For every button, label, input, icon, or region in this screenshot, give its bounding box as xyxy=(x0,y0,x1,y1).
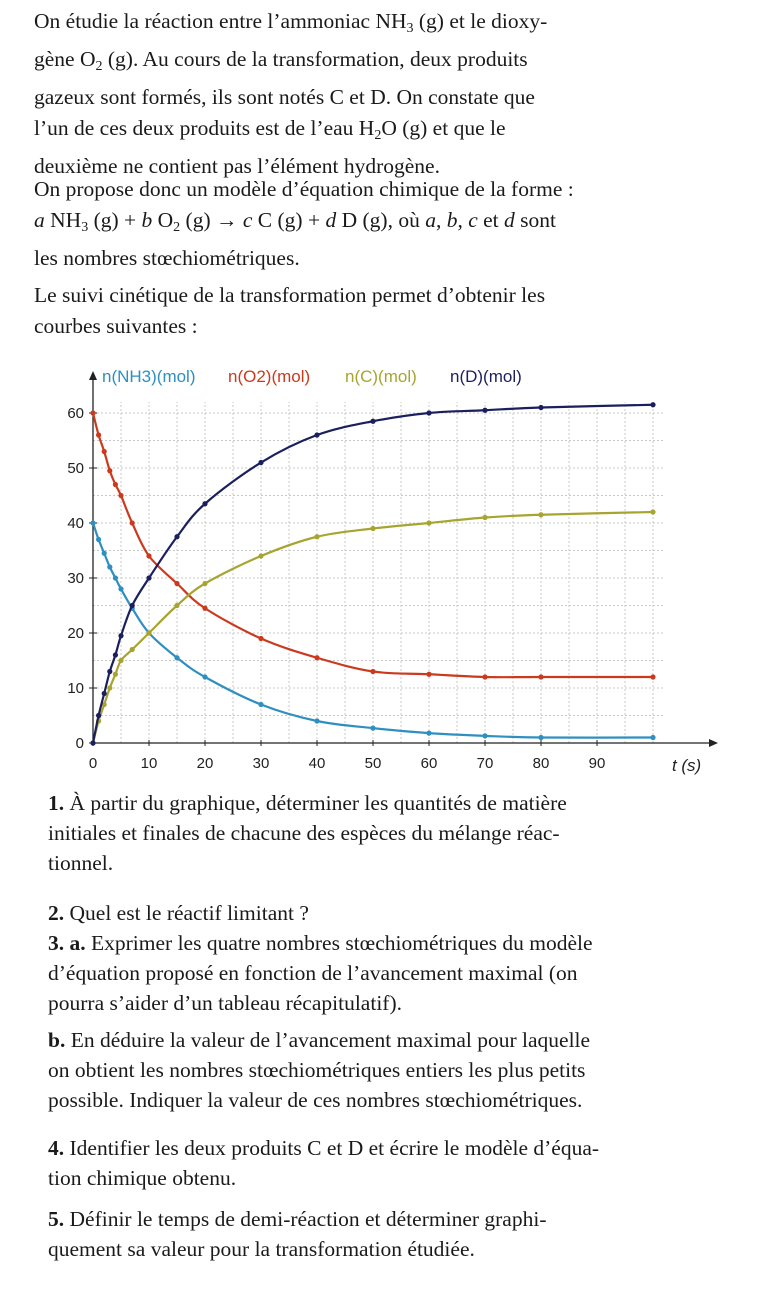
data-point-c xyxy=(202,581,207,586)
y-axis-arrow xyxy=(89,371,97,380)
data-point-c xyxy=(118,658,123,663)
data-point-d xyxy=(96,713,101,718)
data-point-c xyxy=(538,512,543,517)
question-4: 4. Identifier les deux produits C et D et écrire le modèle d’équa- tion chimique obtenu. xyxy=(48,1136,600,1190)
data-point-c xyxy=(107,685,112,690)
data-point-o2 xyxy=(96,432,101,437)
data-point-o2 xyxy=(90,410,95,415)
data-point-nh3 xyxy=(538,735,543,740)
data-point-nh3 xyxy=(174,655,179,660)
data-point-o2 xyxy=(258,636,263,641)
data-point-d xyxy=(482,408,487,413)
data-point-d xyxy=(102,691,107,696)
x-tick-label: 10 xyxy=(140,755,158,772)
data-point-nh3 xyxy=(96,537,101,542)
data-point-o2 xyxy=(482,674,487,679)
data-point-d xyxy=(202,501,207,506)
data-point-o2 xyxy=(314,655,319,660)
intro-paragraph-1: On étudie la réaction entre l’ammoniac $NH_3$ (g) et le dioxy- gène $O_2$ (g). Au cours de la transformation, deux produits gazeux sont formés, ils sont notés C et D. On constate que l’un de ces deux produits est de l’eau $H_2O$ (g) et que le deuxième ne contient pas l’élément hydrogène. xyxy=(34,9,548,178)
data-point-d xyxy=(426,410,431,415)
data-point-nh3 xyxy=(90,520,95,525)
x-tick-label: 60 xyxy=(420,755,438,772)
question-3a: 3. a. Exprimer les quatre nombres stœchiométriques du modèle d’équation proposé en fonction de l’avancement maximal (on pourra s’aider d’un tableau récapitulatif). xyxy=(48,931,593,1015)
data-point-o2 xyxy=(174,581,179,586)
question-2: 2. Quel est le réactif limitant ? xyxy=(48,901,309,925)
y-axis-label-d: n(D)(mol) xyxy=(450,367,522,386)
question-1: 1. À partir du graphique, déterminer les quantités de matière initiales et finales de chacune des espèces du mélange réac- tionnel. xyxy=(48,791,567,875)
data-point-nh3 xyxy=(482,733,487,738)
y-tick-label: 20 xyxy=(67,625,84,642)
data-point-c xyxy=(174,603,179,608)
data-point-d xyxy=(650,402,655,407)
data-point-c xyxy=(258,553,263,558)
data-point-d xyxy=(130,603,135,608)
data-point-nh3 xyxy=(102,551,107,556)
data-point-nh3 xyxy=(314,718,319,723)
data-point-nh3 xyxy=(113,575,118,580)
intro-paragraph-3: Le suivi cinétique de la transformation permet d’obtenir les courbes suivantes : xyxy=(34,283,546,338)
data-point-d xyxy=(258,460,263,465)
data-point-o2 xyxy=(370,669,375,674)
data-point-d xyxy=(370,419,375,424)
x-tick-label: 50 xyxy=(364,755,382,772)
data-point-o2 xyxy=(650,674,655,679)
data-point-d xyxy=(314,432,319,437)
x-tick-label: 80 xyxy=(532,755,550,772)
kinetics-chart xyxy=(30,360,730,780)
y-axis-label-o2: n(O2)(mol) xyxy=(228,367,311,386)
data-point-d xyxy=(146,575,151,580)
y-tick-label: 0 xyxy=(75,735,84,752)
data-point-d xyxy=(174,534,179,539)
data-point-o2 xyxy=(118,493,123,498)
data-point-o2 xyxy=(107,468,112,473)
x-axis-arrow xyxy=(709,739,718,747)
data-point-d xyxy=(113,652,118,657)
data-point-d xyxy=(118,633,123,638)
question-3b: b. En déduire la valeur de l’avancement maximal pour laquelle on obtient les nombres stœchiométriques entiers les plus petits possible. Indiquer la valeur de ces nombres stœchiométriques. xyxy=(48,1028,591,1112)
data-point-c xyxy=(482,515,487,520)
data-point-o2 xyxy=(130,520,135,525)
data-point-c xyxy=(650,509,655,514)
y-tick-label: 60 xyxy=(67,405,84,422)
question-5: 5. Définir le temps de demi-réaction et déterminer graphi- quement sa valeur pour la transformation étudiée. xyxy=(48,1207,547,1261)
data-point-nh3 xyxy=(107,564,112,569)
data-point-c xyxy=(426,520,431,525)
data-point-c xyxy=(130,647,135,652)
y-tick-label: 30 xyxy=(67,570,84,587)
data-point-o2 xyxy=(102,449,107,454)
data-point-o2 xyxy=(146,553,151,558)
x-tick-label: 90 xyxy=(588,755,606,772)
y-tick-label: 50 xyxy=(67,460,84,477)
data-point-d xyxy=(538,405,543,410)
y-tick-label: 40 xyxy=(67,515,84,532)
x-tick-label: 30 xyxy=(252,755,270,772)
data-point-nh3 xyxy=(650,735,655,740)
intro-paragraph-2: On propose donc un modèle d’équation chimique de la forme : a $NH_3$ (g) + b $O_2$ (g) → c C (g) + d D (g), où a, b, c et d sont les nombres stœchiométriques. xyxy=(34,177,574,270)
x-axis-label: t (s) xyxy=(671,756,702,775)
data-point-c xyxy=(370,526,375,531)
data-point-nh3 xyxy=(426,731,431,736)
data-point-c xyxy=(113,672,118,677)
data-point-d xyxy=(90,740,95,745)
x-tick-label: 0 xyxy=(88,755,98,772)
data-point-nh3 xyxy=(202,674,207,679)
data-point-nh3 xyxy=(370,726,375,731)
y-tick-label: 10 xyxy=(67,680,84,697)
data-point-nh3 xyxy=(258,702,263,707)
data-point-o2 xyxy=(202,606,207,611)
x-tick-label: 40 xyxy=(308,755,326,772)
x-tick-label: 20 xyxy=(196,755,214,772)
data-point-o2 xyxy=(113,482,118,487)
y-axis-label-c: n(C)(mol) xyxy=(345,367,417,386)
data-point-c xyxy=(146,630,151,635)
data-point-o2 xyxy=(538,674,543,679)
data-point-d xyxy=(107,669,112,674)
x-tick-label: 70 xyxy=(476,755,494,772)
data-point-o2 xyxy=(426,672,431,677)
data-point-nh3 xyxy=(118,586,123,591)
data-point-c xyxy=(314,534,319,539)
y-axis-label-nh3: n(NH3)(mol) xyxy=(102,367,196,386)
